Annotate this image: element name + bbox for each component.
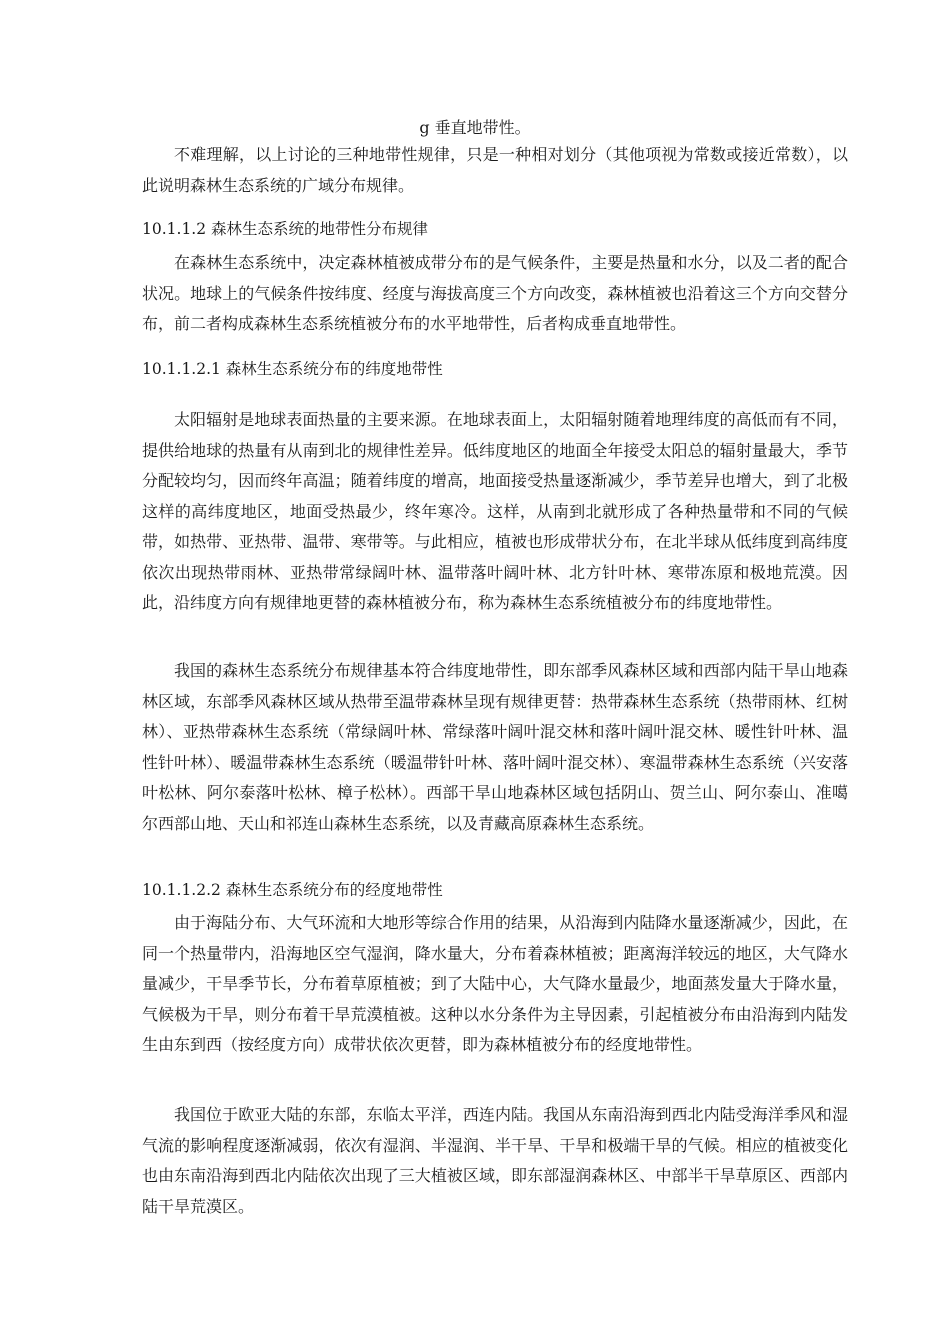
continued-item-line: g 垂直地带性。 <box>419 118 531 137</box>
latitude-zonality-paragraph: 太阳辐射是地球表面热量的主要来源。在地球表面上，太阳辐射随着地理纬度的高低而有不同，提供给地球的热量有从南到北的规律性差异。低纬度地区的地面全年接受太阳总的辐射量最大，季节分配较均匀，因而终年高温；随着纬度的增高，地面接受热量逐渐减少，季节差异也增大，到了北极这样的高纬度地区，地面受热最少，终年寒冷。这样，从南到北就形成了各种热量带和不同的气候带，如热带、亚热带、温带、寒带等。与此相应，植被也形成带状分布，在北半球从低纬度到高纬度依次出现热带雨林、亚热带常绿阔叶林、温带落叶阔叶林、北方针叶林、寒带冻原和极地荒漠。因此，沿纬度方向有规律地更替的森林植被分布，称为森林生态系统植被分布的纬度地带性。 <box>142 410 848 612</box>
china-longitude-paragraph: 我国位于欧亚大陆的东部，东临太平洋，西连内陆。我国从东南沿海到西北内陆受海洋季风和湿气流的影响程度逐渐减弱，依次有湿润、半湿润、半干旱、干旱和极端干旱的气候。相应的植被变化也由东南沿海到西北内陆依次出现了三大植被区域，即东部湿润森林区、中部半干旱草原区、西部内陆干旱荒漠区。 <box>142 1105 848 1216</box>
longitude-zonality-paragraph: 由于海陆分布、大气环流和大地形等综合作用的结果，从沿海到内陆降水量逐渐减少，因此，在同一个热量带内，沿海地区空气湿润，降水量大，分布着森林植被；距离海洋较远的地区，大气降水量减少，干旱季节长，分布着草原植被；到了大陆中心，大气降水量最少，地面蒸发量大于降水量，气候极为干旱，则分布着干旱荒漠植被。这种以水分条件为主导因素，引起植被分布由沿海到内陆发生由东到西（按经度方向）成带状依次更替，即为森林植被分布的经度地带性。 <box>142 913 848 1054</box>
section-heading-10-1-1-2: 10.1.1.2 森林生态系统的地带性分布规律 <box>142 220 429 238</box>
section-heading-10-1-1-2-1: 10.1.1.2.1 森林生态系统分布的纬度地带性 <box>142 360 443 378</box>
zonal-distribution-paragraph: 在森林生态系统中，决定森林植被成带分布的是气候条件，主要是热量和水分，以及二者的配合状况。地球上的气候条件按纬度、经度与海拔高度三个方向改变，森林植被也沿着这三个方向交替分布，前二者构成森林生态系统植被分布的水平地带性，后者构成垂直地带性。 <box>142 253 848 333</box>
china-latitude-paragraph: 我国的森林生态系统分布规律基本符合纬度地带性，即东部季风森林区域和西部内陆干旱山地森林区域，东部季风森林区域从热带至温带森林呈现有规律更替：热带森林生态系统（热带雨林、红树林）、亚热带森林生态系统（常绿阔叶林、常绿落叶阔叶混交林和落叶阔叶混交林、暖性针叶林、温性针叶林）、暖温带森林生态系统（暖温带针叶林、落叶阔叶混交林）、寒温带森林生态系统（兴安落叶松林、阿尔泰落叶松林、樟子松林）。西部干旱山地森林区域包括阴山、贺兰山、阿尔泰山、准噶尔西部山地、天山和祁连山森林生态系统，以及青藏高原森林生态系统。 <box>142 661 848 833</box>
section-heading-10-1-1-2-2: 10.1.1.2.2 森林生态系统分布的经度地带性 <box>142 881 443 899</box>
intro-paragraph: 不难理解，以上讨论的三种地带性规律，只是一种相对划分（其他项视为常数或接近常数），以此说明森林生态系统的广域分布规律。 <box>142 145 848 195</box>
